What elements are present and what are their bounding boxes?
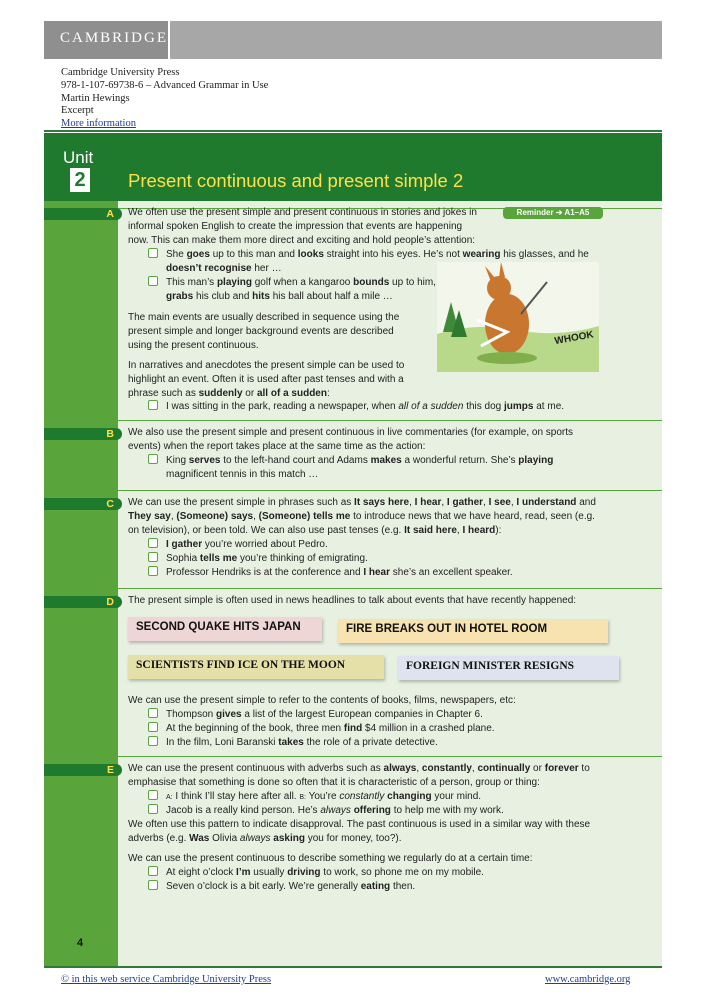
headline-3: SCIENTISTS FIND ICE ON THE MOON: [128, 655, 384, 679]
checkbox-icon: [148, 538, 158, 553]
section-tab-a: A: [44, 208, 122, 220]
headline-1: SECOND QUAKE HITS JAPAN: [128, 617, 322, 641]
section-divider: [44, 420, 662, 421]
page-title: Present continuous and present simple 2: [128, 170, 464, 191]
checkbox-icon: [148, 400, 158, 415]
checkbox-icon: [148, 790, 158, 805]
checkbox-icon: [148, 736, 158, 751]
example-e1: A: I think I’ll stay here after all. B: You’re constantly changing your mind.: [166, 791, 482, 802]
bottom-rule: [44, 966, 662, 968]
page-number: 4: [77, 937, 84, 949]
section-a-intro: We often use the present simple and present continuous in stories and jokes in informal spoken English to create the impression that events are happening now. This can make them more direct and exciting and hold people’s attention:: [128, 207, 477, 246]
example-a2: This man’s playing golf when a kangaroo bounds up to him, grabs his club and hits his ball about half a mile …: [166, 277, 436, 302]
example-b1: King serves to the left-hand court and Adams makes a wonderful return. She’s playing magnificent tennis in this match …: [166, 455, 554, 480]
checkbox-icon: [148, 866, 158, 881]
more-information-link[interactable]: More information: [61, 118, 136, 130]
section-a-narrative: In narratives and anecdotes the present simple can be used to highlight an event. Often it is used after past tenses and with a phrase such as suddenly or all of a sudden:: [128, 360, 405, 399]
kangaroo-golf-illustration: [437, 262, 599, 372]
section-b-intro: We also use the present simple and present continuous in live commentaries (for example, on sports events) when the report takes place at the same time as the action:: [128, 427, 574, 452]
isbn-title: 978-1-107-69738-6 – Advanced Grammar in Use: [61, 79, 269, 91]
publisher: Cambridge University Press: [61, 67, 180, 78]
section-e-intro: We can use the present continuous with adverbs such as always, constantly, continually or forever to emphasise that something is done so often that it is characteristic of a person, group or thing:: [128, 763, 590, 788]
section-d-contents: We can use the present simple to refer to the contents of books, films, newspapers, etc:: [128, 695, 516, 706]
excerpt-label: Excerpt: [61, 105, 94, 117]
example-e2: Jacob is a really kind person. He’s always offering to help me with my work.: [166, 805, 504, 816]
section-divider: [44, 588, 662, 589]
example-c3: Professor Hendriks is at the conference and I hear she’s an excellent speaker.: [166, 567, 513, 578]
section-c-intro: We can use the present simple in phrases such as It says here, I hear, I gather, I see, I understand and They say, (Someone) says, (Someone) tells me to introduce news that we have heard, read, seen (e.g. on television), or been told. We can also use past tenses (e.g. It said here, I heard):: [128, 497, 596, 536]
checkbox-icon: [148, 722, 158, 737]
example-a1: She goes up to this man and looks straight into his eyes. He’s not wearing his glasses, and he doesn’t recognise her …: [166, 249, 589, 274]
author: Martin Hewings: [61, 92, 130, 104]
checkbox-icon: [148, 804, 158, 819]
sound-effect-text: WHOOK: [553, 329, 595, 348]
reminder-badge[interactable]: Reminder ➜ A1–A5: [503, 207, 603, 219]
example-c2: Sophia tells me you’re thinking of emigrating.: [166, 553, 368, 564]
unit-label: Unit: [63, 148, 94, 167]
unit-number: 2: [70, 168, 90, 192]
example-a3: I was sitting in the park, reading a newspaper, when all of a sudden this dog jumps at me.: [166, 401, 565, 412]
section-d-intro: The present simple is often used in news headlines to talk about events that have recently happened:: [128, 595, 577, 606]
section-e-regular: We can use the present continuous to describe something we regularly do at a certain time:: [128, 853, 533, 864]
section-tab-e: E: [44, 764, 122, 776]
example-e4: Seven o’clock is a bit early. We’re generally eating then.: [166, 881, 416, 892]
example-d3: In the film, Loni Baranski takes the role of a private detective.: [166, 737, 438, 748]
checkbox-icon: [148, 708, 158, 723]
section-tab-c: C: [44, 498, 122, 510]
example-e3: At eight o’clock I’m usually driving to work, so phone me on my mobile.: [166, 867, 484, 878]
headline-4: FOREIGN MINISTER RESIGNS: [398, 656, 619, 680]
example-d1: Thompson gives a list of the largest European companies in Chapter 6.: [166, 709, 483, 720]
section-divider: [44, 490, 662, 491]
checkbox-icon: [148, 552, 158, 567]
section-tab-d: D: [44, 596, 122, 608]
example-c1: I gather you’re worried about Pedro.: [166, 539, 328, 550]
section-e-disapproval: We often use this pattern to indicate disapproval. The past continuous is used in a similar way with these adverbs (e.g. Was Olivia always asking you for money, too?).: [128, 819, 591, 844]
book-metadata: [61, 67, 268, 131]
section-tab-b: B: [44, 428, 122, 440]
left-column: [44, 133, 118, 966]
copyright-link[interactable]: © in this web service Cambridge University Press: [61, 974, 272, 985]
checkbox-icon: [148, 566, 158, 581]
cambridge-logo: CAMBRIDGE: [44, 21, 170, 59]
top-rule: [44, 130, 662, 132]
headline-2: FIRE BREAKS OUT IN HOTEL ROOM: [338, 619, 608, 643]
checkbox-icon: [148, 248, 158, 263]
checkbox-icon: [148, 454, 158, 469]
section-divider: [44, 756, 662, 757]
example-d2: At the beginning of the book, three men find $4 million in a crashed plane.: [166, 723, 495, 734]
section-a-sequence: The main events are usually described in sequence using the present simple and longer background events are described using the present continuous.: [128, 312, 400, 351]
checkbox-icon: [148, 880, 158, 895]
website-link[interactable]: www.cambridge.org: [545, 974, 631, 985]
checkbox-icon: [148, 276, 158, 291]
